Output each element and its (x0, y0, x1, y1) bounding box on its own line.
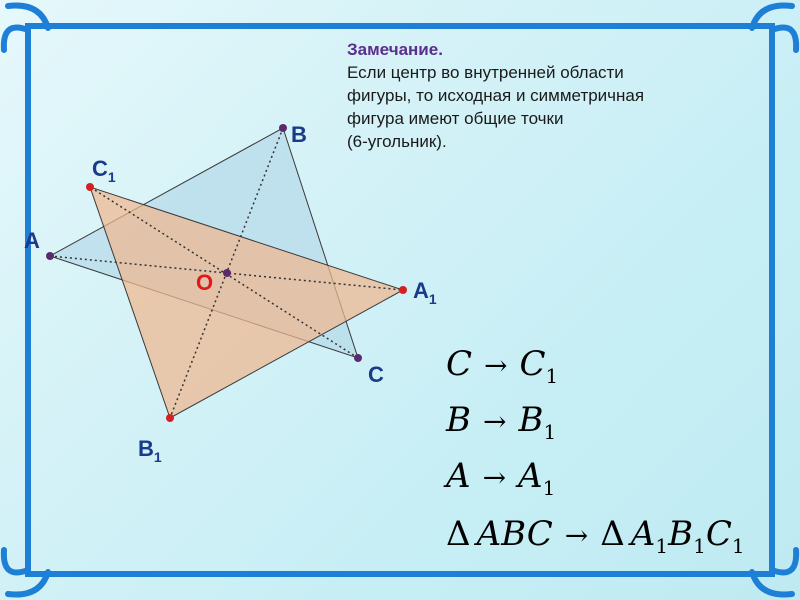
label-c1-letter: C (92, 156, 108, 181)
triangle-symbol-from: Δ (446, 514, 471, 554)
vertex-c1 (86, 183, 94, 191)
label-b1-sub: 1 (153, 449, 162, 465)
label-c1-sub: 1 (107, 169, 116, 185)
label-a: A (24, 228, 40, 253)
mapping-c-to-sub: 1 (545, 364, 559, 388)
triangle-to-b: B (668, 514, 694, 554)
label-b1 (138, 436, 162, 465)
remark-title: Замечание. (347, 40, 443, 59)
triangle-to-c-sub: 1 (731, 534, 745, 558)
triangle-to-b-sub: 1 (693, 534, 706, 558)
mapping-b-to-sub: 1 (543, 420, 557, 444)
mapping-c-from: C (446, 344, 473, 384)
label-a1 (413, 278, 437, 307)
mapping-a-arrow: → (482, 461, 507, 494)
center-o (223, 269, 231, 277)
mapping-a-a1 (446, 456, 555, 508)
mapping-b-arrow: → (483, 405, 507, 438)
label-b: B (291, 122, 307, 147)
label-a1-letter: A (413, 278, 429, 303)
label-c1 (92, 156, 116, 185)
mapping-c-arrow: → (484, 349, 508, 382)
vertex-a (46, 252, 54, 260)
mapping-a-from: A (446, 456, 471, 496)
label-a1-sub: 1 (428, 291, 437, 307)
triangle-arrow: → (564, 519, 589, 552)
triangle-symbol-to: Δ (600, 514, 625, 554)
mapping-b-to: B (518, 400, 544, 440)
vertex-c (354, 354, 362, 362)
label-o: O (196, 270, 214, 295)
mapping-b-from: B (446, 400, 471, 440)
mapping-b-b1 (446, 400, 556, 452)
vertex-a1 (399, 286, 407, 294)
remark-body: Если центр во внутренней области фигуры, то исходная и симметричная фигура имеют общие точки (6-угольник). (347, 63, 645, 151)
triangle-to-a-sub: 1 (655, 534, 669, 558)
vertex-b (279, 124, 287, 132)
mapping-a-to: A (518, 456, 543, 496)
mapping-c-to: C (519, 344, 546, 384)
vertex-b1 (166, 414, 174, 422)
label-b1-letter: B (138, 436, 154, 461)
triangle-from: ABC (476, 514, 553, 554)
triangle-to-a: A (630, 514, 656, 554)
mapping-triangle (446, 514, 745, 566)
mapping-a-to-sub: 1 (542, 476, 556, 500)
triangle-to-c: C (705, 514, 732, 554)
label-c: C (368, 362, 384, 387)
remark-block (347, 38, 767, 153)
mapping-c-c1 (446, 344, 558, 396)
